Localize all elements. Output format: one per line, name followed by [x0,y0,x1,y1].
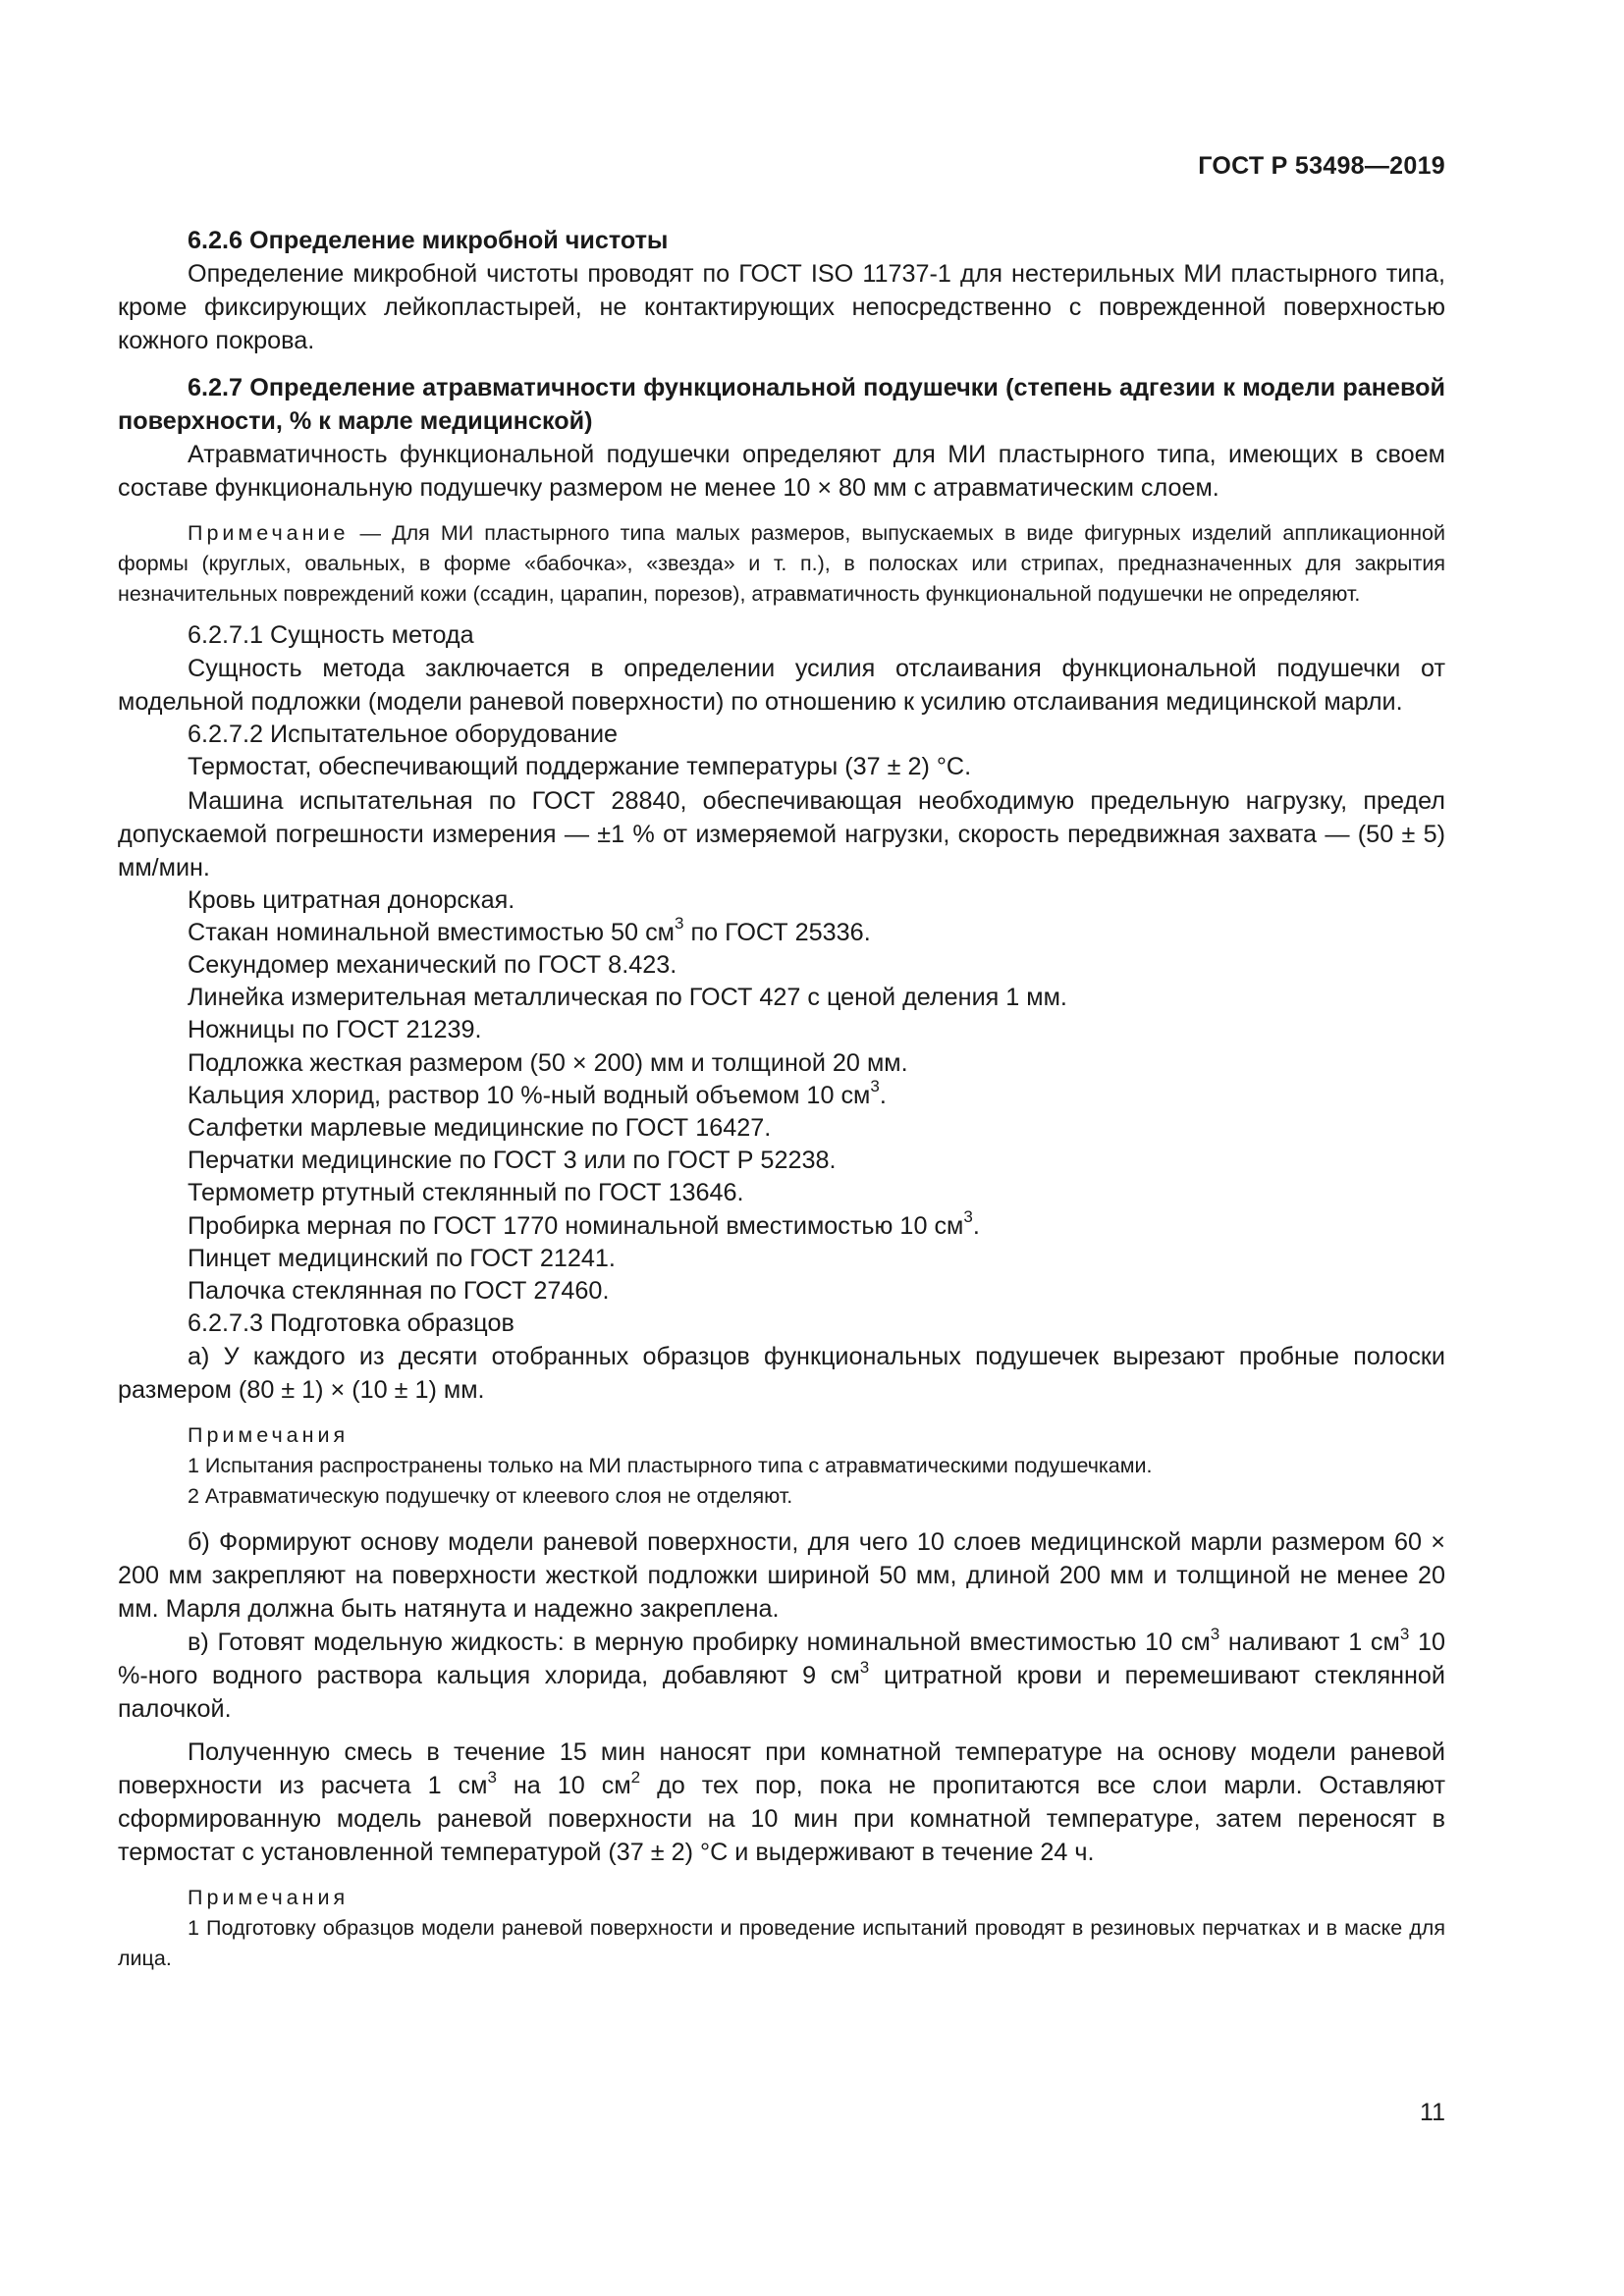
section-6-2-7-text: Атравматичность функциональной подушечки определяют для МИ пластырного типа, имеющих в своем составе функциональную подушечку размером не менее 10 × 80 мм с атравматическим слоем. [118,441,1445,502]
step-v-text: 10 %-ного водного раствора кальция хлорида, добавляют 9 см [118,1629,1445,1690]
note-label: Примечание [188,521,350,545]
equipment-ruler: Линейка измерительная металлическая по ГОСТ 427 с ценой деления 1 мм. [188,984,1067,1012]
tube-text-end: . [972,1211,980,1240]
superscript: 2 [630,1768,641,1788]
section-6-2-7-note [118,518,1445,610]
superscript: 3 [674,914,684,934]
mixture-text: до тех пор, пока не пропитаются все слои марли. Оставляют сформированную модель раневой поверхности на 10 мин при комнатной температуре, затем переносят в термостат с установленной температурой (37 ± 2) °С и выдерживают в течение 24 ч. [118,1772,1446,1867]
calcium-text: Кальция хлорид, раствор 10 %-ный водный объемом 10 см [188,1081,871,1109]
notes-1-title: Примечания [188,1423,350,1448]
beaker-text: Стакан номинальной вместимостью 50 см [188,918,675,946]
page-number: 11 [1420,2099,1445,2126]
page-content [118,224,1445,1974]
section-6-2-7-1-text: Сущность метода заключается в определении усилия отслаивания функциональной подушечки от модельной подложки (модели раневой поверхности) по отношению к усилию отслаивания медицинской марли. [118,655,1445,717]
notes-2-item-1: 1 Подготовку образцов модели раневой поверхности и проведение испытаний проводят в резиновых перчатках и в маске для лица. [118,1916,1445,1971]
superscript: 3 [1210,1625,1220,1644]
mixture-text: на 10 см [496,1772,631,1800]
section-6-2-6-text: Определение микробной чистоты проводят по ГОСТ ISO 11737-1 для нестерильных МИ пластырного типа, кроме фиксирующих лейкопластырей, не контактирующих непосредственно с поврежденной поверхностью кожного покрова. [118,260,1445,354]
section-6-2-7-heading: 6.2.7 Определение атравматичности функциональной подушечки (степень адгезии к модели раневой поверхности, % к марле медицинской) [118,374,1445,435]
equipment-thermostat: Термостат, обеспечивающий поддержание температуры (37 ± 2) °С. [188,753,972,781]
equipment-tweezers: Пинцет медицинский по ГОСТ 21241. [188,1244,616,1272]
section-6-2-7-2-heading: 6.2.7.2 Испытательное оборудование [188,721,619,749]
equipment-stopwatch: Секундомер механический по ГОСТ 8.423. [188,951,677,980]
notes-1-item-1: 1 Испытания распространены только на МИ пластырного типа с атравматическими подушечками. [188,1454,1153,1478]
equipment-base: Подложка жесткая размером (50 × 200) мм и толщиной 20 мм. [188,1048,908,1077]
equipment-thermometer: Термометр ртутный стеклянный по ГОСТ 13646. [188,1179,744,1207]
superscript: 3 [487,1768,497,1788]
equipment-tube [118,1207,1445,1243]
step-a: а) У каждого из десяти отобранных образцов функциональных подушечек вырезают пробные полоски размером (80 ± 1) × (10 ± 1) мм. [118,1343,1445,1405]
equipment-calcium [118,1077,1445,1112]
equipment-blood: Кровь цитратная донорская. [188,885,515,914]
equipment-rod: Палочка стеклянная по ГОСТ 27460. [188,1277,610,1306]
step-v-text: цитратной крови и перемешивают стеклянной палочкой. [118,1662,1446,1724]
tube-text: Пробирка мерная по ГОСТ 1770 номинальной вместимостью 10 см [188,1211,964,1240]
notes-2-title: Примечания [188,1886,350,1910]
step-v-text: в) Готовят модельную жидкость: в мерную пробирку номинальной вместимостью 10 см [188,1629,1211,1657]
superscript: 3 [1399,1625,1410,1644]
superscript: 3 [859,1658,870,1678]
note-text: — Для МИ пластырного типа малых размеров, выпускаемых в виде фигурных изделий аппликационной формы (круглых, овальных, в форме «бабочка», «звезда» и т. п.), в полосках или стрипах, предназначенных для закрытия незначительных повреждений кожи (ссадин, царапин, порезов), атравматичность функциональной подушечки не определяют. [118,521,1445,606]
standard-header: ГОСТ Р 53498—2019 [1198,152,1445,180]
step-v-text: наливают 1 см [1219,1629,1400,1657]
calcium-text-end: . [879,1081,887,1109]
section-6-2-7-1-heading: 6.2.7.1 Сущность метода [188,621,474,649]
beaker-text-end: по ГОСТ 25336. [683,918,871,946]
superscript: 3 [963,1207,973,1227]
equipment-scissors: Ножницы по ГОСТ 21239. [188,1016,482,1044]
equipment-gloves: Перчатки медицинские по ГОСТ 3 или по ГОСТ Р 52238. [188,1147,837,1175]
equipment-machine: Машина испытательная по ГОСТ 28840, обеспечивающая необходимую предельную нагрузку, предел допускаемой погрешности измерения — ±1 % от измеряемой нагрузки, скорость передвижная захвата — (50 ± 5) мм/мин. [118,786,1445,881]
mixture-paragraph [118,1735,1445,1869]
notes-1-item-2: 2 Атравматическую подушечку от клеевого слоя не отделяют. [188,1484,793,1509]
section-6-2-7-3-heading: 6.2.7.3 Подготовка образцов [188,1309,514,1338]
step-b: б) Формируют основу модели раневой поверхности, для чего 10 слоев медицинской марли размером 60 × 200 мм закрепляют на поверхности жесткой подложки шириной 50 мм, длиной 200 мм и толщиной не менее 20 мм. Марля должна быть натянута и надежно закреплена. [118,1528,1445,1624]
equipment-napkins: Салфетки марлевые медицинские по ГОСТ 16427. [188,1114,772,1143]
mixture-text: Полученную смесь в течение 15 мин наносят при комнатной температуре на основу модели раневой поверхности из расчета 1 см [118,1738,1445,1800]
step-v [118,1626,1445,1726]
superscript: 3 [870,1077,880,1096]
document-page [118,0,1445,2296]
section-6-2-6-heading: 6.2.6 Определение микробной чистоты [188,227,669,254]
equipment-beaker [118,914,1445,949]
